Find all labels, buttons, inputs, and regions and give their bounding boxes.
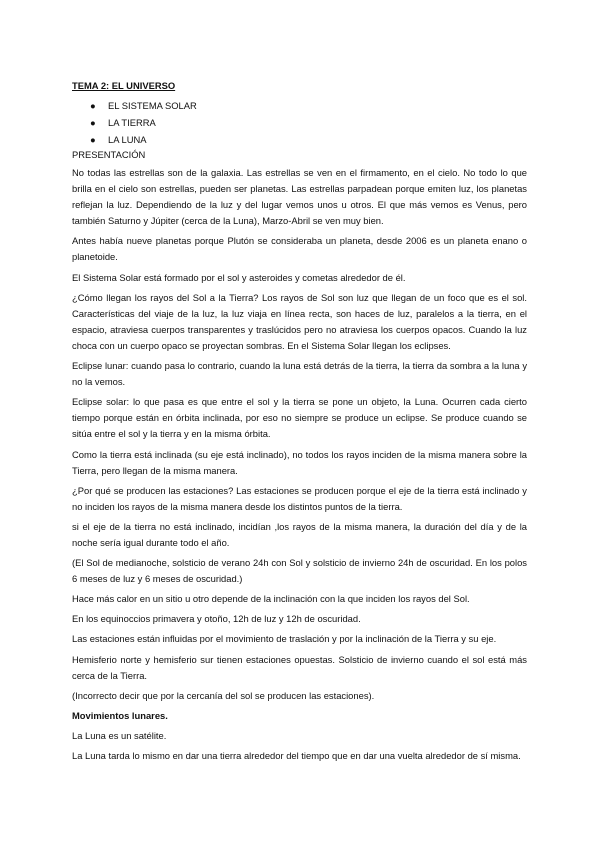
paragraph: La Luna tarda lo mismo en dar una tierra alrededor del tiempo que en dar una vuelta alrededor de sí misma. — [72, 750, 521, 761]
topic-label: LA LUNA — [108, 134, 147, 145]
paragraph: si el eje de la tierra no está inclinado, incidían ,los rayos de la misma manera, la duración del día y de la noche sería igual durante todo el año. — [72, 520, 527, 548]
topic-item — [72, 97, 527, 114]
subsection-heading: Movimientos lunares. — [72, 709, 168, 721]
paragraph: No todas las estrellas son de la galaxia. Las estrellas se ven en el firmamento, en el cielo. No todo lo que brilla en el cielo son estrellas, pueden ser planetas. Las estrellas parpadean porque emiten luz, los planetas reflejan la luz. Dependiendo de la luz y del lugar vemos unos u otros. El que más vemos es Venus, pero también Saturno y Júpiter (cerca de la Luna), Marzo-Abril se ven muy bien. — [72, 167, 527, 227]
topic-item — [72, 131, 527, 148]
bullet-icon: ● — [90, 117, 96, 128]
section-heading: PRESENTACIÓN — [72, 149, 146, 160]
paragraph: Antes había nueve planetas porque Plutón se consideraba un planeta, desde 2006 es un planeta enano o planetoide. — [72, 235, 527, 263]
paragraph: En los equinoccios primavera y otoño, 12h de luz y 12h de oscuridad. — [72, 613, 361, 625]
paragraph: Las estaciones están influidas por el movimiento de traslación y por la inclinación de la Tierra y su eje. — [72, 633, 497, 645]
topic-item — [72, 114, 527, 131]
bullet-icon: ● — [90, 100, 96, 111]
paragraph: ¿Cómo llegan los rayos del Sol a la Tierra? Los rayos de Sol son luz que llegan de un foco que es el sol. Características del viaje de la luz, la luz viaja en línea recta, son haces de luz, paralelos a la tierra, en el espacio, atraviesa cuerpos transparentes y traslúcidos pero no atraviesa los cuerpos opacos. Cuando la luz choca con un cuerpo opaco se proyectan sombras. En el Sistema Solar llegan los eclipses. — [72, 291, 527, 351]
bullet-icon: ● — [90, 134, 96, 145]
topic-label: LA TIERRA — [108, 117, 156, 128]
document-title: TEMA 2: EL UNIVERSO — [72, 80, 176, 91]
document-body — [72, 79, 527, 768]
paragraph: (Incorrecto decir que por la cercanía del sol se producen las estaciones). — [72, 689, 375, 701]
paragraph: (El Sol de medianoche, solsticio de verano 24h con Sol y solsticio de invierno 24h de oscuridad. En los polos 6 meses de luz y 6 meses de oscuridad.) — [72, 557, 527, 585]
paragraph: Hemisferio norte y hemisferio sur tienen estaciones opuestas. Solsticio de invierno cuando el sol está más cerca de la Tierra. — [72, 653, 527, 681]
paragraph: La Luna es un satélite. — [72, 729, 167, 741]
paragraph: Hace más calor en un sitio u otro depende de la inclinación con la que inciden los rayos del Sol. — [72, 593, 470, 605]
paragraph: ¿Por qué se producen las estaciones? Las estaciones se producen porque el eje de la tierra está inclinado y no inciden los rayos de la misma manera desde los distintos puntos de la tierra. — [72, 484, 527, 512]
paragraph: Como la tierra está inclinada (su eje está inclinado), no todos los rayos inciden de la misma manera sobre la Tierra, pero llegan de la misma manera. — [72, 448, 527, 476]
topic-label: EL SISTEMA SOLAR — [108, 100, 197, 111]
topic-list — [72, 97, 527, 148]
paragraph: El Sistema Solar está formado por el sol y asteroides y cometas alrededor de él. — [72, 271, 406, 283]
paragraph: Eclipse lunar: cuando pasa lo contrario, cuando la luna está detrás de la tierra, la tierra da sombra a la luna y no la vemos. — [72, 360, 527, 388]
paragraph: Eclipse solar: lo que pasa es que entre el sol y la tierra se pone un objeto, la Luna. Ocurren cada cierto tiempo porque están en órbita inclinada, por eso no siempre se produce un eclipse. Se produce cuando se sitúa entre el sol y la tierra y en la misma órbita. — [72, 396, 527, 440]
